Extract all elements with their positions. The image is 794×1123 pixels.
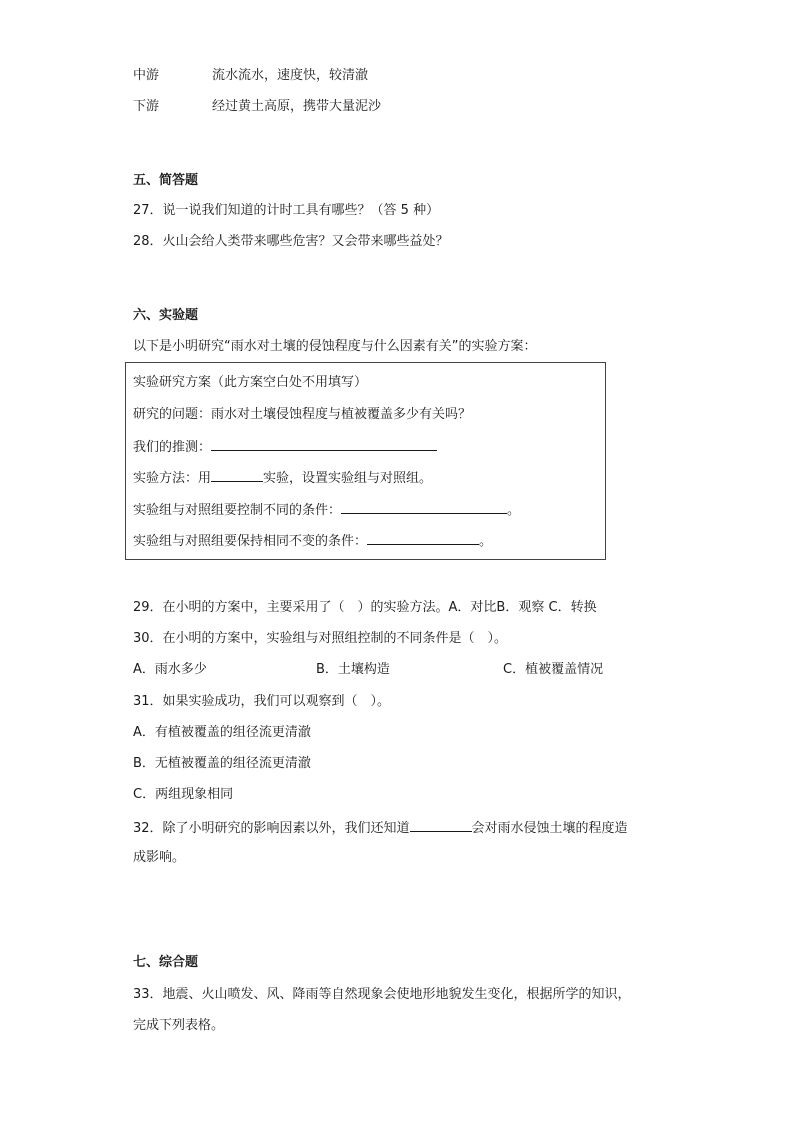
option-c[interactable]: C．两组现象相同 bbox=[133, 787, 234, 802]
question-27: 27．说一说我们知道的计时工具有哪些？（答 5 种） bbox=[133, 203, 440, 218]
answer-blank[interactable] bbox=[341, 500, 507, 514]
plan-diff bbox=[133, 500, 520, 520]
option-a[interactable]: A．雨水多少 bbox=[133, 662, 207, 677]
plan-same-end: 。 bbox=[479, 534, 493, 549]
plan-diff-label: 实验组与对照组要控制不同的条件： bbox=[133, 503, 342, 518]
option-a[interactable]: A．有植被覆盖的组径流更清澈 bbox=[133, 725, 311, 740]
answer-blank[interactable] bbox=[211, 468, 263, 482]
question-32-cont: 成影响。 bbox=[133, 850, 186, 865]
question-33: 33．地震、火山喷发、风、降雨等自然现象会使地形地貌发生变化，根据所学的知识， bbox=[133, 987, 631, 1002]
section-heading: 五、简答题 bbox=[133, 173, 199, 188]
section-heading: 七、综合题 bbox=[133, 955, 199, 970]
river-section-desc: 流水流水，速度快，较清澈 bbox=[212, 68, 369, 83]
river-section-label: 中游 bbox=[133, 68, 160, 83]
plan-same-label: 实验组与对照组要保持相同不变的条件： bbox=[133, 534, 368, 549]
answer-blank[interactable] bbox=[211, 437, 437, 451]
option-b[interactable]: B．无植被覆盖的组径流更清澈 bbox=[133, 756, 311, 771]
plan-question: 研究的问题：雨水对土壤侵蚀程度与植被覆盖多少有关吗？ bbox=[133, 407, 472, 422]
plan-method bbox=[133, 468, 432, 488]
river-section-label: 下游 bbox=[133, 99, 160, 114]
question-28: 28．火山会给人类带来哪些危害？又会带来哪些益处？ bbox=[133, 234, 449, 249]
answer-blank[interactable] bbox=[367, 531, 479, 545]
answer-blank[interactable] bbox=[410, 818, 472, 832]
plan-guess bbox=[133, 437, 437, 457]
question-32 bbox=[133, 818, 628, 838]
section-heading: 六、实验题 bbox=[133, 308, 199, 323]
question-33-cont: 完成下列表格。 bbox=[133, 1018, 225, 1033]
plan-same bbox=[133, 531, 492, 551]
q32-pre: 32．除了小明研究的影响因素以外，我们还知道 bbox=[133, 821, 410, 836]
plan-diff-end: 。 bbox=[507, 503, 521, 518]
plan-guess-label: 我们的推测： bbox=[133, 440, 212, 455]
q32-post: 会对雨水侵蚀土壤的程度造 bbox=[471, 821, 628, 836]
question-29: 29．在小明的方案中，主要采用了（ ）的实验方法。A．对比B．观察 C．转换 bbox=[133, 600, 597, 615]
option-c[interactable]: C．植被覆盖情况 bbox=[503, 662, 604, 677]
plan-title: 实验研究方案（此方案空白处不用填写） bbox=[133, 375, 368, 390]
question-30: 30．在小明的方案中，实验组与对照组控制的不同条件是（ ）。 bbox=[133, 631, 508, 646]
plan-method-post: 实验，设置实验组与对照组。 bbox=[263, 471, 433, 486]
river-section-desc: 经过黄土高原，携带大量泥沙 bbox=[212, 99, 382, 114]
experiment-intro: 以下是小明研究“雨水对土壤的侵蚀程度与什么因素有关”的实验方案： bbox=[133, 339, 537, 354]
plan-method-pre: 实验方法：用 bbox=[133, 471, 212, 486]
question-31: 31．如果实验成功，我们可以观察到（ ）。 bbox=[133, 694, 391, 709]
option-b[interactable]: B．土壤构造 bbox=[316, 662, 390, 677]
